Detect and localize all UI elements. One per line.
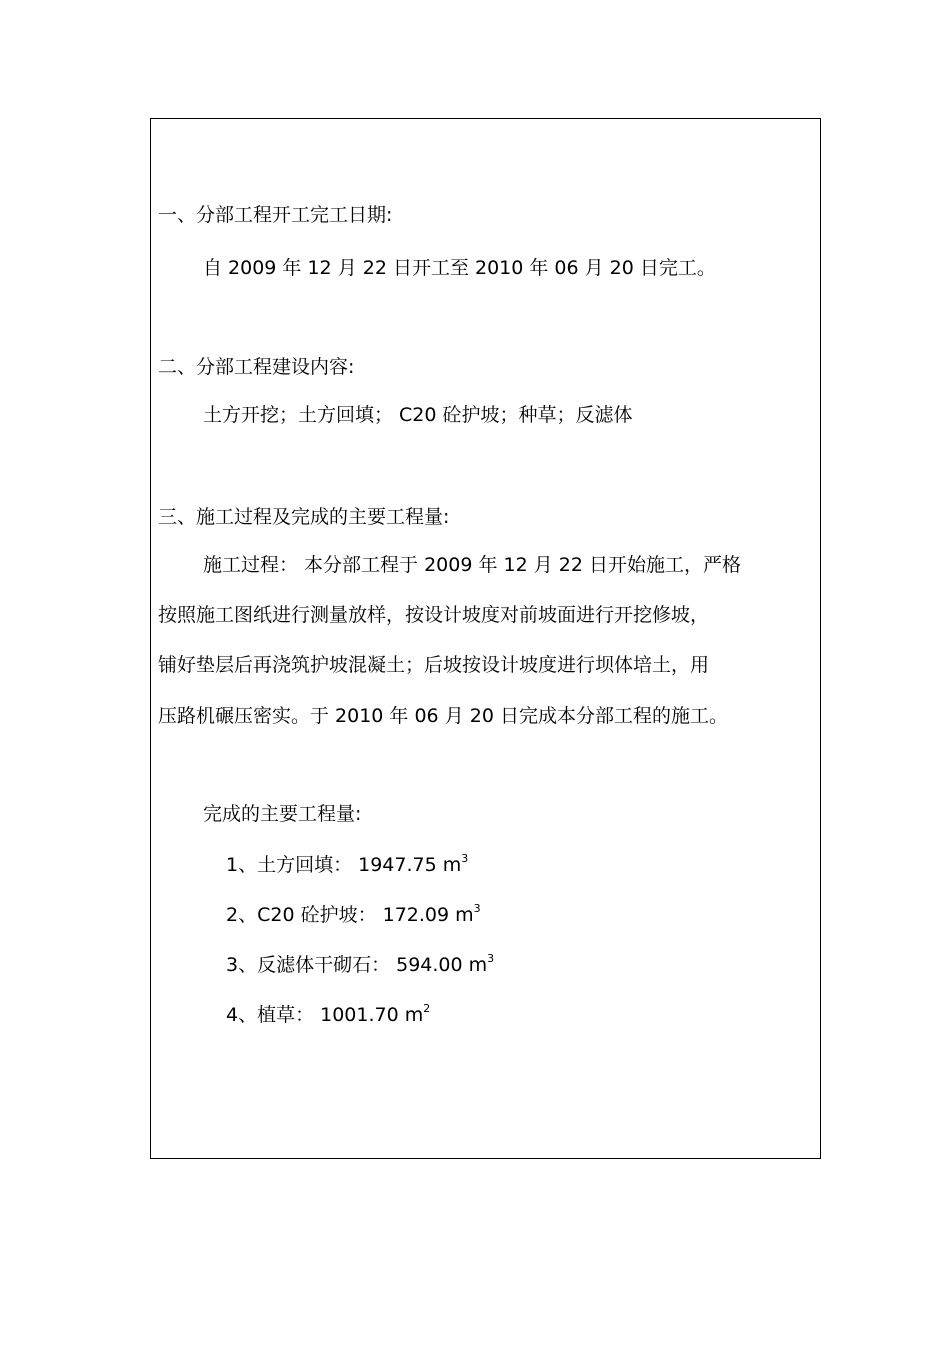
quantity-item	[226, 953, 494, 977]
quantity-item	[226, 1003, 430, 1027]
quantity-item-label: 1、土方回填： 1947.75 m	[226, 854, 462, 876]
quantity-item-exponent: 3	[487, 952, 495, 965]
quantity-item	[226, 853, 468, 877]
quantity-item-exponent: 3	[461, 852, 469, 865]
section-2-heading: 二、分部工程建设内容:	[158, 356, 355, 378]
quantities-heading: 完成的主要工程量:	[203, 803, 362, 825]
process-line-2: 按照施工图纸进行测量放样，按设计坡度对前坡面进行开挖修坡，	[158, 604, 710, 626]
quantity-item-label: 4、植草： 1001.70 m	[226, 1004, 424, 1026]
quantity-item	[226, 903, 481, 927]
quantity-item-label: 3、反滤体干砌石： 594.00 m	[226, 954, 488, 976]
section-1-heading: 一、分部工程开工完工日期:	[158, 204, 393, 226]
section-2-content: 土方开挖；土方回填； C20 砼护坡；种草；反滤体	[203, 404, 633, 426]
process-line-4: 压路机碾压密实。于 2010 年 06 月 20 日完成本分部工程的施工。	[158, 705, 728, 727]
quantity-item-exponent: 3	[473, 902, 481, 915]
quantity-item-exponent: 2	[423, 1002, 431, 1015]
process-line-1: 施工过程： 本分部工程于 2009 年 12 月 22 日开始施工，严格	[203, 554, 741, 576]
process-line-3: 铺好垫层后再浇筑护坡混凝土；后坡按设计坡度进行坝体培土，用	[158, 654, 710, 676]
quantity-item-label: 2、C20 砼护坡： 172.09 m	[226, 904, 474, 926]
section-1-dates: 自 2009 年 12 月 22 日开工至 2010 年 06 月 20 日完工。	[203, 257, 716, 279]
section-3-heading: 三、施工过程及完成的主要工程量:	[158, 506, 450, 528]
